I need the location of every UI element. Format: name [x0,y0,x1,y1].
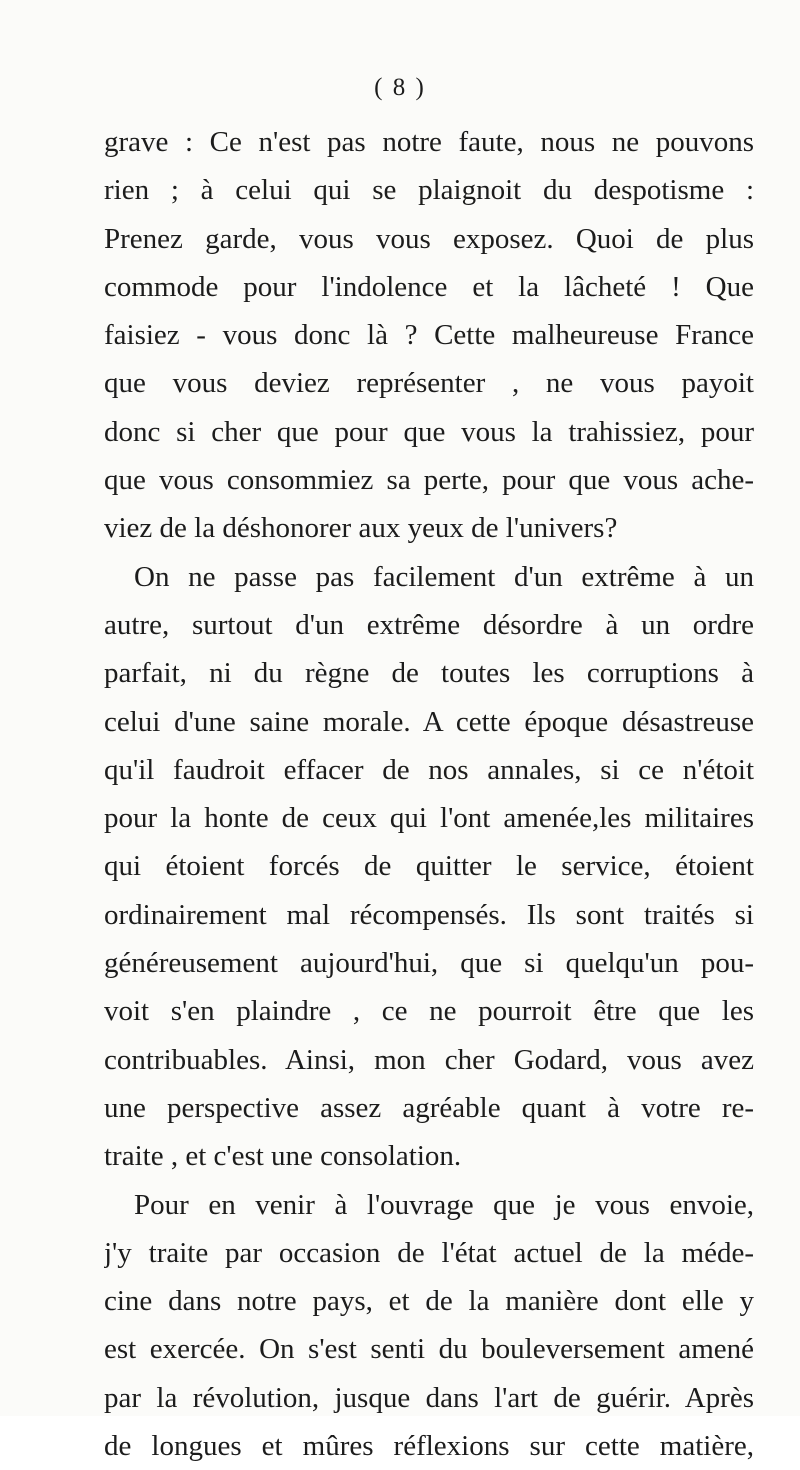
text-line: cine dans notre pays, et de la manière dont elle y [104,1285,754,1318]
text-line: grave : Ce n'est pas notre faute, nous ne pouvons [104,126,754,158]
text-line: donc si cher que pour que vous la trahissiez, pour [104,415,754,448]
text-line: est exercée. On s'est senti du bouleversement amené [104,1333,754,1366]
text-line: Prenez garde, vous vous exposez. Quoi de plus [104,222,754,255]
paragraph-start-line: Pour en venir à l'ouvrage que je vous envoie, [134,1188,754,1221]
text-line: une perspective assez agréable quant à votre re- [104,1091,754,1124]
text-line: qu'il faudroit effacer de nos annales, si ce n'étoit [104,753,754,786]
text-line: qui étoient forcés de quitter le service, étoient [104,850,754,883]
text-line: ordinairement mal récompensés. Ils sont traités si [104,898,754,931]
paragraph-end-line: viez de la déshonorer aux yeux de l'univers? [104,512,618,545]
page-number: ( 8 ) [374,74,426,101]
text-line: autre, surtout d'un extrême désordre à un ordre [104,608,754,641]
text-line: rien ; à celui qui se plaignoit du despotisme : [104,174,754,207]
text-line: faisiez - vous donc là ? Cette malheureuse France [104,319,754,352]
text-line: j'y traite par occasion de l'état actuel de la méde- [104,1236,754,1269]
text-line: celui d'une saine morale. A cette époque désastreuse [104,705,754,738]
text-line: que vous consommiez sa perte, pour que vous ache- [104,464,754,497]
text-line: par la révolution, jusque dans l'art de guérir. Après [104,1381,754,1414]
text-line: commode pour l'indolence et la lâcheté ! Que [104,270,754,303]
text-line: généreusement aujourd'hui, que si quelqu'un pou- [104,947,754,980]
body-text [104,118,754,1470]
text-line: parfait, ni du règne de toutes les corruptions à [104,657,754,690]
paragraph-end-line: traite , et c'est une consolation. [104,1140,462,1173]
text-line: contribuables. Ainsi, mon cher Godard, vous avez [104,1043,754,1076]
paragraph-start-line: On ne passe pas facilement d'un extrême à un [134,560,754,593]
text-line: pour la honte de ceux qui l'ont amenée,les militaires [104,802,754,835]
text-line: de longues et mûres réflexions sur cette matière, [104,1430,754,1463]
text-line: que vous deviez représenter , ne vous payoit [104,367,754,400]
text-line: voit s'en plaindre , ce ne pourroit être que les [104,995,754,1028]
